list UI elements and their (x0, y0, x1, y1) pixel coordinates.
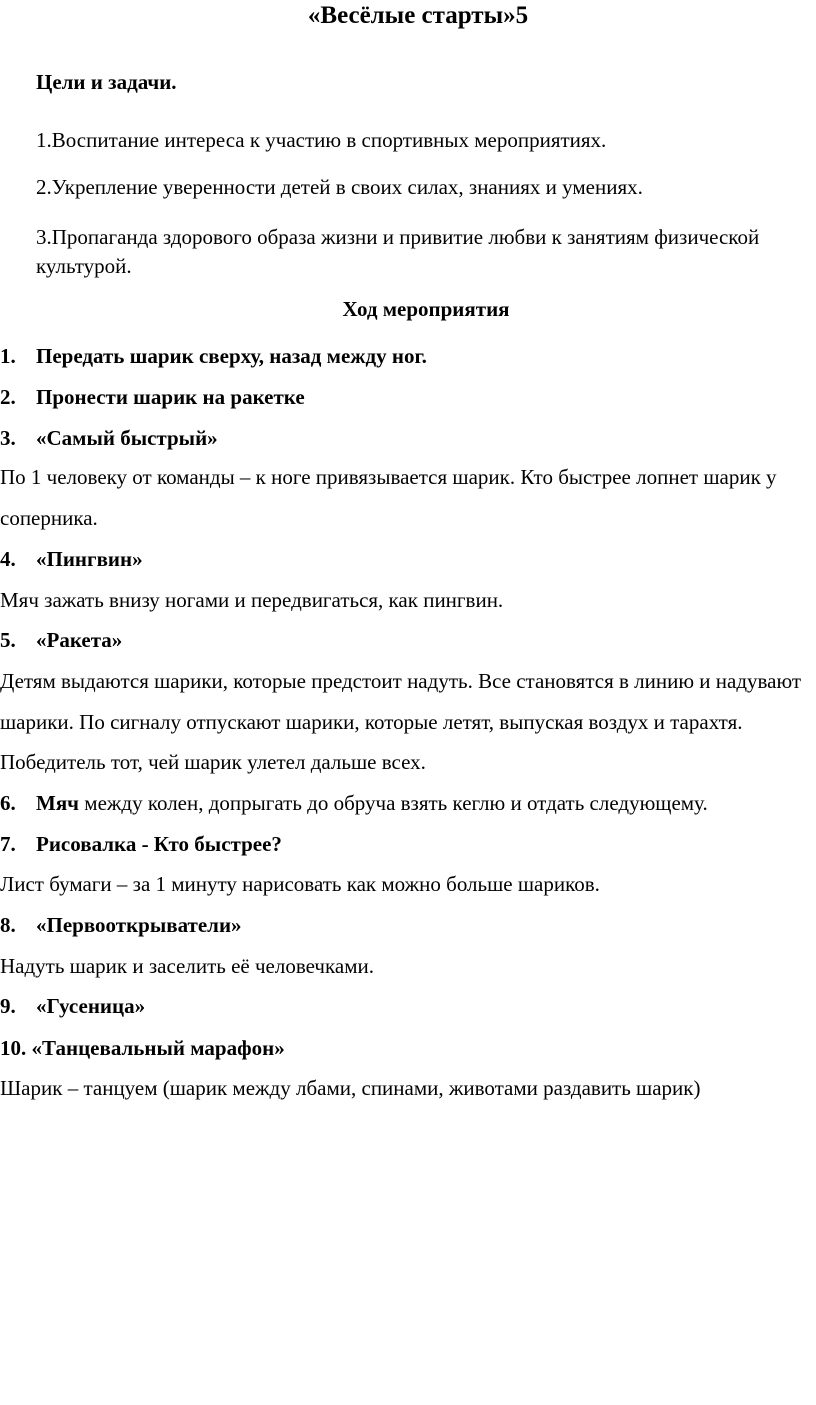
item-title: Мяч (36, 791, 80, 815)
list-item (0, 1036, 285, 1061)
item-description: Шарик – танцуем (шарик между лбами, спинами, животами раздавить шарик) (0, 1076, 701, 1100)
item-title: Пронести шарик на ракетке (36, 385, 305, 409)
list-item (0, 994, 145, 1019)
item-title: «Гусеница» (36, 994, 146, 1018)
item-title: «Пингвин» (36, 547, 143, 571)
item-title: «Самый быстрый» (36, 426, 218, 450)
item-number: 4. (0, 547, 16, 571)
item-number: 3. (0, 426, 16, 450)
list-item (0, 913, 242, 938)
item-number: 1. (0, 344, 16, 368)
goal-item: 2.Укрепление уверенности детей в своих силах, знаниях и умениях. (36, 175, 643, 199)
list-item (0, 344, 427, 369)
progress-heading: Ход мероприятия (342, 297, 510, 321)
list-item (0, 832, 282, 857)
item-title: Передать шарик сверху, назад между ног. (36, 344, 427, 368)
item-number: 10. (0, 1036, 27, 1060)
list-item (0, 426, 218, 451)
goals-heading: Цели и задачи. (36, 70, 177, 94)
item-title: «Первооткрыватели» (36, 913, 242, 937)
item-number: 7. (0, 832, 16, 856)
item-description: Мяч зажать внизу ногами и передвигаться, как пингвин. (0, 588, 504, 612)
item-number: 6. (0, 791, 16, 815)
goal-item: 1.Воспитание интереса к участию в спортивных мероприятиях. (36, 128, 607, 152)
document-title: «Весёлые старты»5 (307, 2, 529, 29)
item-description: Детям выдаются шарики, которые предстоит надуть. Все становятся в линию и надувают шарики. По сигналу отпускают шарики, которые летят, выпуская воздух и тарахтя. Победитель тот, чей шарик улетел дальше всех. (0, 669, 802, 774)
item-title: «Ракета» (36, 628, 123, 652)
list-item (0, 385, 305, 410)
list-item (0, 791, 708, 816)
goal-item: 3.Пропаганда здорового образа жизни и привитие любви к занятиям физической культурой. (36, 225, 760, 278)
item-title: Рисовалка - Кто быстрее? (36, 832, 282, 856)
item-description: Лист бумаги – за 1 минуту нарисовать как можно больше шариков. (0, 872, 600, 896)
item-description: По 1 человеку от команды – к ноге привязывается шарик. Кто быстрее лопнет шарик у соперника. (0, 465, 777, 530)
item-title: «Танцевальный марафон» (31, 1036, 285, 1060)
item-description: Надуть шарик и заселить её человечками. (0, 954, 374, 978)
item-number: 8. (0, 913, 16, 937)
item-number: 9. (0, 994, 16, 1018)
item-number: 2. (0, 385, 16, 409)
item-inline-text: между колен, допрыгать до обруча взять кеглю и отдать следующему. (79, 791, 708, 815)
list-item (0, 547, 143, 572)
list-item (0, 628, 122, 653)
item-number: 5. (0, 628, 16, 652)
